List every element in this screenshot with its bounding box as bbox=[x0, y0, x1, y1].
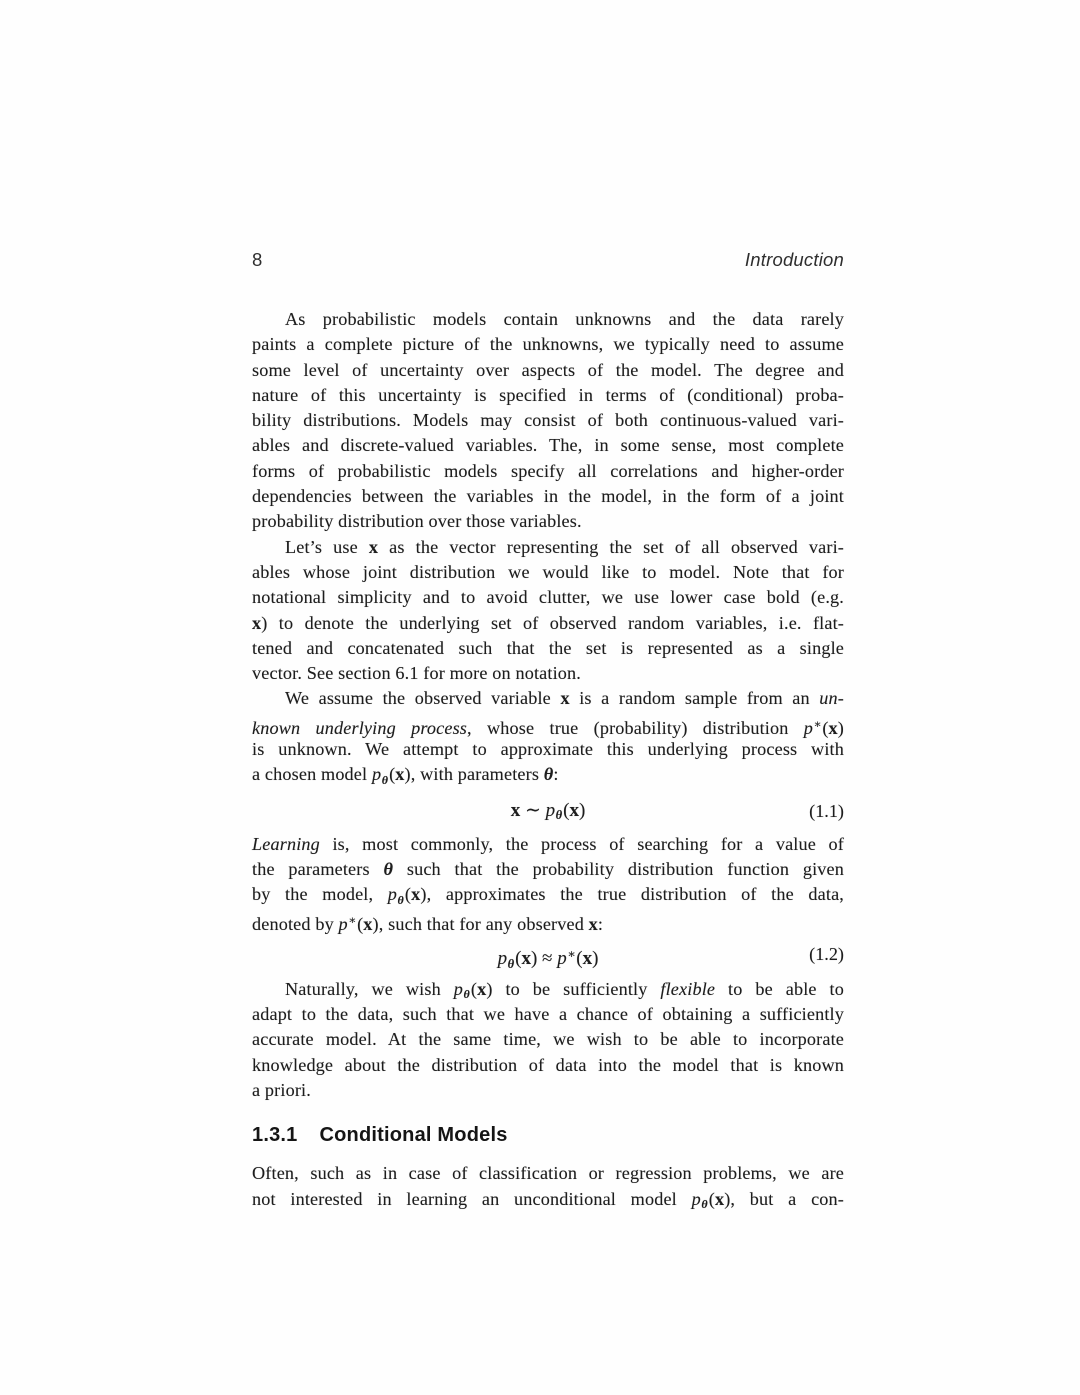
text-segment: x bbox=[363, 913, 373, 934]
text-segment: θ bbox=[397, 892, 404, 907]
text-segment: p bbox=[545, 799, 556, 821]
text-segment: ), such that for any observed bbox=[372, 913, 589, 934]
text-line bbox=[252, 686, 844, 711]
text-segment: ( bbox=[563, 799, 570, 821]
text-segment: ( bbox=[576, 948, 583, 970]
text-segment: ) bbox=[837, 717, 844, 738]
text-segment: θ bbox=[543, 764, 554, 785]
text-line bbox=[252, 509, 844, 534]
text-segment: ) to be sufficiently bbox=[486, 978, 661, 999]
text-line bbox=[252, 908, 844, 933]
page-content bbox=[252, 307, 844, 1212]
text-segment: θ bbox=[383, 858, 394, 879]
text-segment: ables whose joint distribution we would like to model. Note that for bbox=[252, 561, 844, 582]
text-segment: ) ≈ bbox=[530, 948, 558, 970]
text-segment: as the vector representing the set of all observed vari- bbox=[378, 536, 844, 557]
text-segment: is unknown. We attempt to approximate this underlying process with bbox=[252, 739, 844, 760]
text-segment: ables and discrete-valued variables. The, in some sense, most complete bbox=[252, 435, 844, 456]
text-segment: nature of this uncertainty is specified in terms of (conditional) proba- bbox=[252, 384, 844, 405]
text-segment: some level of uncertainty over aspects of the model. The degree and bbox=[252, 359, 844, 380]
text-segment: x bbox=[411, 884, 421, 905]
text-segment: p bbox=[691, 1188, 701, 1209]
text-line bbox=[252, 408, 844, 433]
text-line bbox=[252, 611, 844, 636]
text-line bbox=[252, 1187, 844, 1212]
text-segment: knowledge about the distribution of data into the model that is known bbox=[252, 1054, 844, 1075]
text-segment: x bbox=[510, 799, 521, 821]
paragraph bbox=[252, 307, 844, 535]
text-segment: un- bbox=[819, 688, 844, 709]
text-segment: accurate model. At the same time, we wish to be able to incorporate bbox=[252, 1029, 844, 1050]
text-line bbox=[252, 1161, 844, 1186]
text-segment: ( bbox=[404, 884, 412, 905]
text-segment: : bbox=[597, 913, 604, 934]
text-column bbox=[252, 249, 844, 1212]
text-segment: Often, such as in case of classification or regression problems, we are bbox=[252, 1163, 844, 1184]
page-header bbox=[252, 249, 844, 271]
text-segment: As probabilistic models contain unknowns and the data rarely bbox=[285, 309, 844, 329]
text-line bbox=[252, 762, 844, 787]
text-segment: ) to denote the underlying set of observed random variables, i.e. flat- bbox=[261, 612, 844, 633]
text-segment: denoted by bbox=[252, 913, 339, 934]
text-line bbox=[252, 737, 844, 762]
text-line bbox=[252, 560, 844, 585]
text-segment: θ bbox=[555, 808, 563, 823]
text-line bbox=[252, 1027, 844, 1052]
text-line bbox=[252, 857, 844, 882]
text-segment: p bbox=[387, 884, 398, 905]
text-segment: Let’s use bbox=[285, 536, 369, 557]
text-line bbox=[252, 712, 844, 737]
text-line bbox=[252, 882, 844, 907]
text-line bbox=[252, 661, 844, 686]
text-segment: ( bbox=[389, 764, 396, 785]
text-line bbox=[252, 535, 844, 560]
text-segment: vector. See section 6.1 for more on notation. bbox=[252, 663, 581, 684]
text-line bbox=[252, 977, 844, 1002]
text-segment: is, most commonly, the process of searching for a value of bbox=[319, 833, 844, 854]
text-segment: ) bbox=[578, 799, 586, 821]
equation-number: (1.1) bbox=[809, 800, 844, 821]
paragraph bbox=[252, 686, 844, 787]
text-segment: a priori. bbox=[252, 1080, 311, 1101]
text-segment: We assume the observed variable bbox=[285, 688, 561, 709]
text-segment: Naturally, we wish bbox=[285, 978, 454, 999]
text-segment: p bbox=[453, 978, 463, 999]
section-number: 1.3.1 bbox=[252, 1124, 298, 1147]
text-segment: such that the probability distribution function given bbox=[393, 858, 845, 879]
paragraph bbox=[252, 1161, 844, 1212]
text-segment: x bbox=[569, 799, 579, 821]
text-segment: x bbox=[368, 536, 379, 557]
text-segment: θ bbox=[381, 772, 389, 787]
text-segment: p bbox=[803, 717, 813, 738]
text-segment: by the model, bbox=[252, 884, 388, 905]
text-segment: ), approximates the true distribution of the data, bbox=[420, 884, 844, 905]
text-segment: x bbox=[828, 717, 838, 738]
text-segment: ( bbox=[357, 913, 364, 934]
text-segment: ( bbox=[822, 717, 829, 738]
text-line bbox=[252, 459, 844, 484]
text-segment: flexible bbox=[660, 978, 716, 999]
paragraph bbox=[252, 535, 844, 687]
text-segment: p bbox=[557, 948, 567, 970]
text-segment: x bbox=[252, 612, 262, 633]
text-segment: notational simplicity and to avoid clutter, we use lower case bold (e.g. bbox=[252, 587, 844, 608]
text-segment: θ bbox=[463, 987, 470, 1002]
display-equation bbox=[252, 797, 844, 825]
text-segment: ), but a con- bbox=[724, 1188, 844, 1209]
text-segment: x bbox=[714, 1188, 725, 1209]
text-segment: x bbox=[521, 948, 531, 970]
text-segment: a chosen model bbox=[252, 764, 372, 785]
text-line bbox=[252, 307, 844, 332]
text-segment: to be able to bbox=[715, 978, 844, 999]
text-segment: x bbox=[588, 913, 598, 934]
text-segment: bility distributions. Models may consist of both continuous-valued vari- bbox=[252, 410, 844, 431]
display-equation bbox=[252, 940, 844, 971]
text-segment: ( bbox=[515, 948, 522, 970]
paragraph bbox=[252, 832, 844, 933]
text-line bbox=[252, 636, 844, 661]
text-line bbox=[252, 484, 844, 509]
text-segment: dependencies between the variables in the model, in the form of a joint bbox=[252, 486, 844, 507]
text-segment: : bbox=[553, 764, 559, 785]
running-header: Introduction bbox=[744, 249, 844, 270]
text-segment: not interested in learning an unconditional model bbox=[252, 1188, 692, 1209]
text-segment: tened and concatenated such that the set is represented as a single bbox=[252, 637, 844, 658]
text-segment: probability distribution over those variables. bbox=[252, 511, 582, 532]
text-segment: Learning bbox=[252, 833, 320, 854]
text-segment: ) bbox=[592, 948, 599, 970]
text-segment: forms of probabilistic models specify all correlations and higher-order bbox=[252, 460, 844, 481]
section-title: Conditional Models bbox=[319, 1124, 508, 1147]
page-number: 8 bbox=[252, 249, 263, 270]
equation-number: (1.2) bbox=[809, 943, 844, 964]
text-segment: p bbox=[371, 764, 382, 785]
text-line bbox=[252, 358, 844, 383]
text-segment: p bbox=[338, 913, 348, 934]
equation-body bbox=[498, 948, 599, 969]
text-segment: x bbox=[560, 688, 570, 709]
text-line bbox=[252, 1053, 844, 1078]
text-segment: adapt to the data, such that we have a chance of obtaining a sufficiently bbox=[252, 1004, 844, 1025]
text-line bbox=[252, 1002, 844, 1027]
text-segment: , whose true (probability) distribution bbox=[467, 717, 804, 738]
text-line bbox=[252, 433, 844, 458]
text-segment: ∗ bbox=[813, 716, 822, 731]
text-segment: paints a complete picture of the unknowns, we typically need to assume bbox=[252, 334, 844, 355]
text-segment: the parameters bbox=[252, 858, 384, 879]
paragraph bbox=[252, 977, 844, 1103]
equation-body bbox=[511, 800, 586, 821]
text-line bbox=[252, 383, 844, 408]
text-segment: ∼ bbox=[520, 799, 546, 821]
text-segment: ∗ bbox=[567, 946, 576, 961]
text-line bbox=[252, 332, 844, 357]
text-segment: is a random sample from an bbox=[569, 688, 820, 709]
text-segment: p bbox=[497, 948, 508, 970]
text-segment: ∗ bbox=[348, 912, 357, 927]
text-segment: θ bbox=[507, 956, 515, 971]
text-segment: ( bbox=[470, 978, 478, 999]
text-segment: x bbox=[477, 978, 487, 999]
text-segment: x bbox=[582, 948, 593, 970]
text-segment: ( bbox=[708, 1188, 715, 1209]
text-line bbox=[252, 585, 844, 610]
text-segment: θ bbox=[701, 1196, 708, 1211]
section-heading bbox=[252, 1123, 844, 1147]
text-line bbox=[252, 1078, 844, 1103]
text-segment: known underlying process bbox=[252, 717, 468, 738]
text-segment: x bbox=[395, 764, 405, 785]
text-segment: ), with parameters bbox=[404, 764, 544, 785]
text-line bbox=[252, 832, 844, 857]
